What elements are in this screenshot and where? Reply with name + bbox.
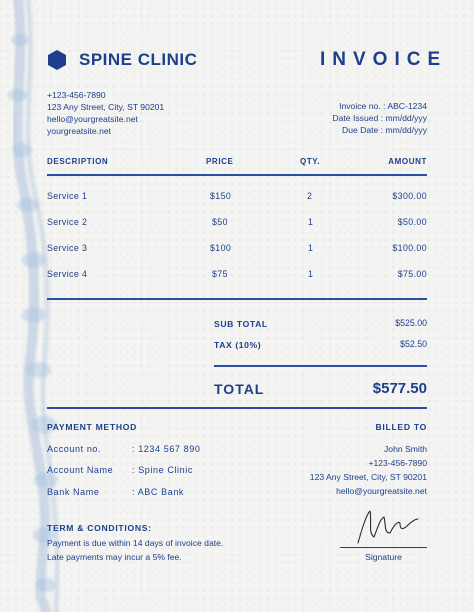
row-qty: 2 — [307, 191, 313, 201]
contact-phone: +123-456-7890 — [47, 90, 106, 100]
column-header-qty: QTY. — [300, 157, 321, 166]
billed-to-address: 123 Any Street, City, ST 90201 — [309, 472, 427, 482]
row-price: $50 — [212, 217, 228, 227]
contact-website: yourgreatsite.net — [47, 126, 112, 136]
row-price: $100 — [210, 243, 232, 253]
subtotal-value: $525.00 — [395, 318, 427, 328]
payment-label: Account no. — [47, 444, 102, 454]
column-header-description: DESCRIPTION — [47, 157, 109, 166]
total-rule — [214, 365, 427, 367]
payment-value: : Spine Clinic — [132, 465, 193, 475]
contact-address: 123 Any Street, City, ST 90201 — [47, 102, 165, 112]
invoice-title: INVOICE — [320, 49, 448, 70]
payment-value: : ABC Bank — [132, 487, 185, 497]
total-value: $577.50 — [372, 380, 427, 397]
row-description: Service 4 — [47, 269, 88, 279]
row-description: Service 1 — [47, 191, 88, 201]
hexagon-icon — [47, 50, 67, 70]
due-date: Due Date : mm/dd/yyy — [341, 125, 427, 135]
terms-line: Payment is due within 14 days of invoice date. — [47, 538, 224, 548]
total-label: TOTAL — [214, 381, 265, 397]
payment-label: Account Name — [47, 465, 114, 475]
billed-to-name: John Smith — [384, 444, 427, 454]
clinic-name: SPINE CLINIC — [79, 50, 198, 69]
contact-email: hello@yourgreatsite.net — [47, 114, 138, 124]
row-qty: 1 — [308, 243, 314, 253]
row-description: Service 2 — [47, 217, 88, 227]
payment-value: : 1234 567 890 — [132, 444, 201, 454]
column-header-price: PRICE — [206, 157, 234, 166]
row-qty: 1 — [308, 217, 314, 227]
billed-to-email: hello@yourgreatsite.net — [336, 486, 427, 496]
invoice-number: Invoice no. : ABC-1234 — [339, 101, 427, 111]
table-bottom-rule — [47, 298, 427, 300]
row-amount: $50.00 — [397, 217, 427, 227]
signature-label: Signature — [365, 552, 402, 562]
terms-line: Late payments may incur a 5% fee. — [47, 552, 182, 562]
row-amount: $75.00 — [397, 269, 427, 279]
row-price: $75 — [212, 269, 228, 279]
table-header-rule — [47, 174, 427, 176]
signature-line — [340, 547, 427, 548]
billed-to-heading: BILLED TO — [375, 422, 427, 432]
row-qty: 1 — [308, 269, 314, 279]
row-description: Service 3 — [47, 243, 88, 253]
payment-label: Bank Name — [47, 487, 100, 497]
payment-method-heading: PAYMENT METHOD — [47, 422, 138, 432]
row-amount: $300.00 — [392, 191, 427, 201]
terms-heading: TERM & CONDITIONS: — [47, 523, 152, 533]
summary-bottom-rule — [47, 407, 427, 409]
billed-to-phone: +123-456-7890 — [368, 458, 427, 468]
row-price: $150 — [210, 191, 232, 201]
date-issued: Date Issued : mm/dd/yyy — [332, 113, 427, 123]
row-amount: $100.00 — [392, 243, 427, 253]
column-header-amount: AMOUNT — [388, 157, 427, 166]
signature-scribble — [352, 507, 422, 545]
tax-label: TAX (10%) — [214, 340, 262, 350]
tax-value: $52.50 — [400, 339, 427, 349]
subtotal-label: SUB TOTAL — [214, 319, 268, 329]
